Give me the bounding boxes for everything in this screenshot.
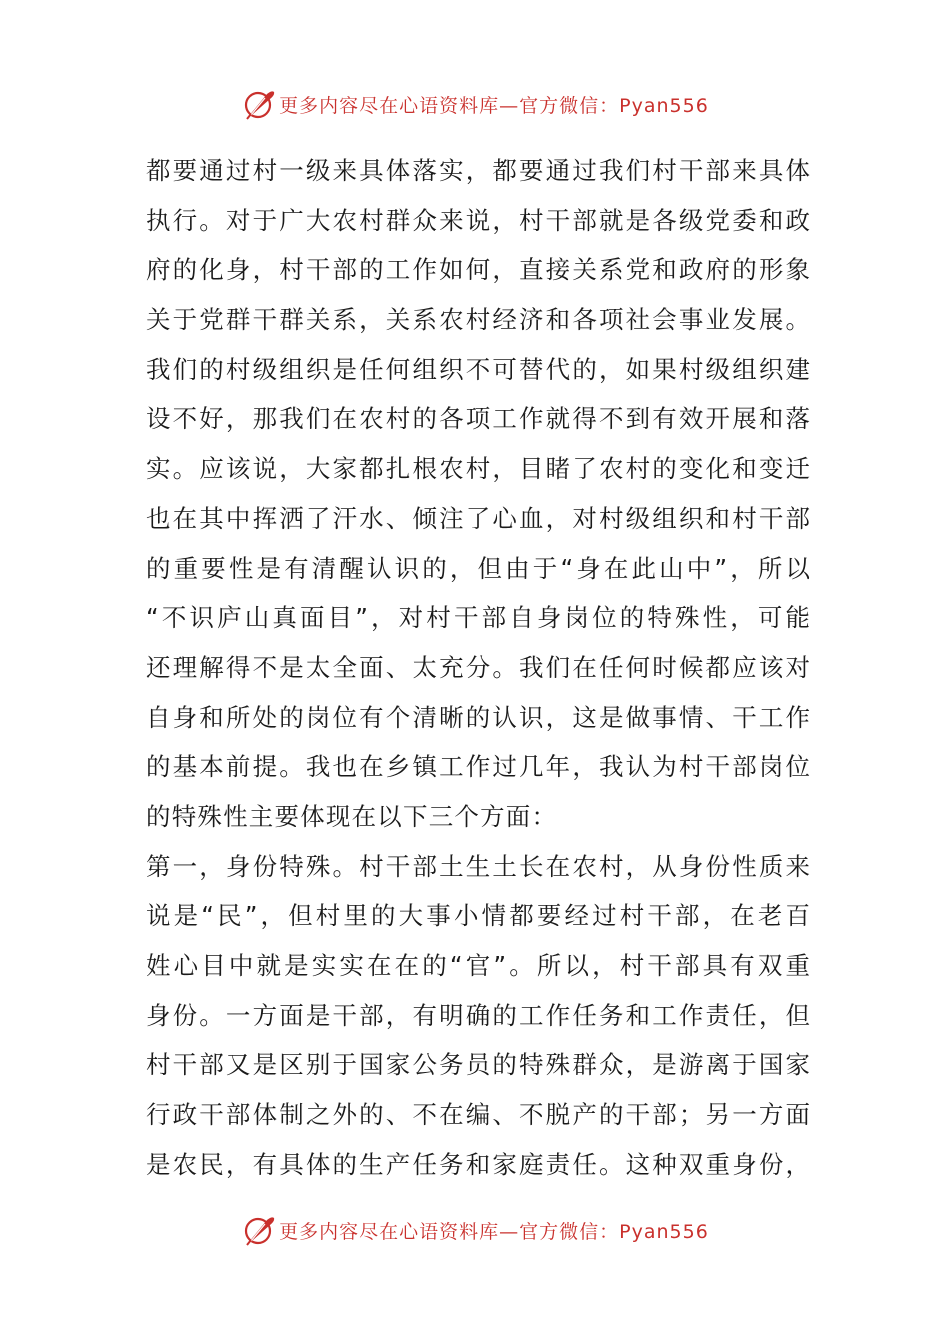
text-line: 府的化身，村干部的工作如何，直接关系党和政府的形象	[146, 255, 810, 285]
header-banner	[0, 84, 950, 124]
quill-pen-logo-icon	[241, 86, 277, 122]
text-line: 关于党群干群关系，关系农村经济和各项社会事业发展。	[146, 305, 810, 335]
header-banner-wechat: 官方微信：Pyan556	[519, 94, 709, 117]
footer-banner-dash: —	[499, 1220, 520, 1243]
text-line: 的重要性是有清醒认识的，但由于“身在此山中”，所以	[146, 553, 810, 583]
text-line: 还理解得不是太全面、太充分。我们在任何时候都应该对	[146, 652, 810, 682]
text-line: 的基本前提。我也在乡镇工作过几年，我认为村干部岗位	[146, 752, 810, 782]
header-banner-main: 更多内容尽在心语资料库	[279, 94, 500, 117]
text-line: 设不好，那我们在农村的各项工作就得不到有效开展和落	[146, 404, 810, 434]
footer-banner-wechat: 官方微信：Pyan556	[519, 1220, 709, 1243]
text-line: 第一，身份特殊。村干部土生土长在农村，从身份性质来	[146, 851, 810, 881]
text-line: 行政干部体制之外的、不在编、不脱产的干部；另一方面	[146, 1100, 810, 1130]
footer-banner-main: 更多内容尽在心语资料库	[279, 1220, 500, 1243]
text-line: 说是“民”，但村里的大事小情都要经过村干部，在老百	[146, 901, 810, 931]
text-line: 是农民，有具体的生产任务和家庭责任。这种双重身份，	[146, 1149, 810, 1179]
text-line: 也在其中挥洒了汗水、倾注了心血，对村级组织和村干部	[146, 503, 810, 533]
text-line: 村干部又是区别于国家公务员的特殊群众，是游离于国家	[146, 1050, 810, 1080]
header-banner-text	[279, 91, 709, 118]
quill-pen-logo-icon	[241, 1212, 277, 1248]
text-line: 姓心目中就是实实在在的“官”。所以，村干部具有双重	[146, 951, 810, 980]
footer-banner-text	[279, 1217, 709, 1244]
document-body	[146, 146, 810, 1189]
text-line: 身份。一方面是干部，有明确的工作任务和工作责任，但	[146, 1000, 810, 1030]
text-line: 实。应该说，大家都扎根农村，目睹了农村的变化和变迁	[146, 454, 810, 484]
footer-banner	[0, 1210, 950, 1250]
header-banner-dash: —	[499, 94, 520, 117]
text-line: 执行。对于广大农村群众来说，村干部就是各级党委和政	[146, 205, 810, 235]
text-line: 自身和所处的岗位有个清晰的认识，这是做事情、干工作	[146, 702, 810, 732]
text-line: 都要通过村一级来具体落实，都要通过我们村干部来具体	[146, 156, 810, 185]
text-line: “不识庐山真面目”，对村干部自身岗位的特殊性，可能	[146, 603, 810, 633]
text-line: 我们的村级组织是任何组织不可替代的，如果村级组织建	[146, 354, 810, 384]
text-line: 的特殊性主要体现在以下三个方面：	[146, 801, 558, 831]
